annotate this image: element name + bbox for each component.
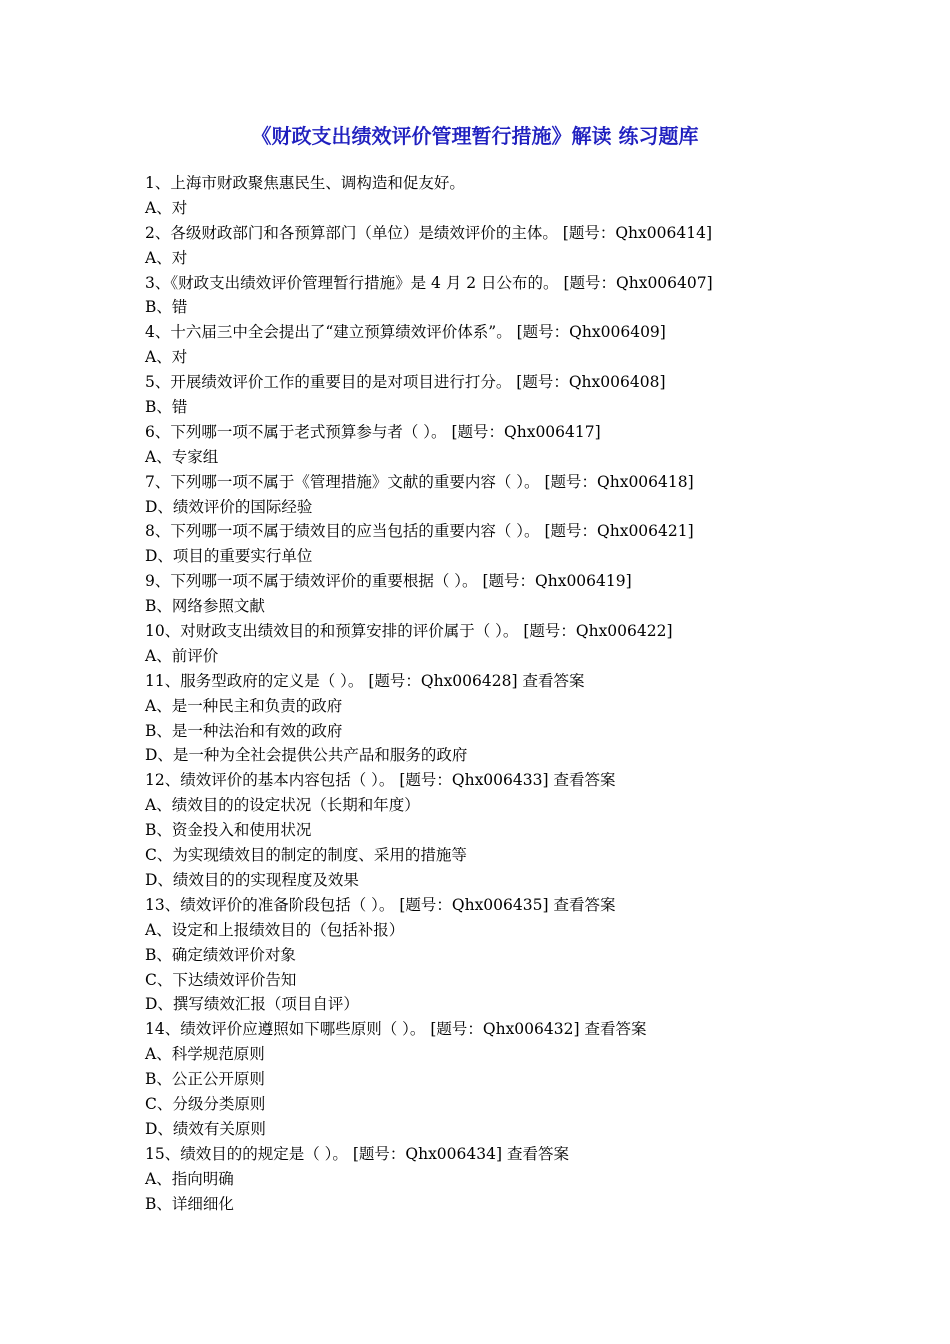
text-line: A、对: [145, 198, 188, 217]
text-line: 4、十六届三中全会提出了“建立预算绩效评价体系”。 [题号：Qhx006409]: [145, 323, 666, 342]
text-line: C、为实现绩效目的制定的制度、采用的措施等: [145, 846, 467, 865]
text-line: A、前评价: [145, 646, 219, 665]
text-line: 3、《财政支出绩效评价管理暂行措施》是 4 月 2 日公布的。 [题号：Qhx006407]: [145, 273, 713, 292]
text-line: A、是一种民主和负责的政府: [145, 696, 343, 715]
text-line: 5、开展绩效评价工作的重要目的是对项目进行打分。 [题号：Qhx006408]: [145, 373, 666, 392]
text-line: 12、绩效评价的基本内容包括（ ）。 [题号：Qhx006433] 查看答案: [145, 771, 616, 790]
text-line: A、绩效目的的设定状况（长期和年度）: [145, 796, 420, 815]
text-line: B、详细细化: [145, 1194, 234, 1213]
text-line: 8、下列哪一项不属于绩效目的应当包括的重要内容（ ）。 [题号：Qhx006421]: [145, 522, 694, 541]
text-line: A、对: [145, 348, 188, 367]
text-line: 1、上海市财政聚焦惠民生、调构造和促友好。: [145, 174, 465, 192]
text-line: D、是一种为全社会提供公共产品和服务的政府: [145, 746, 468, 765]
text-line: 13、绩效评价的准备阶段包括（ ）。 [题号：Qhx006435] 查看答案: [145, 895, 616, 914]
text-line: D、绩效评价的国际经验: [145, 497, 313, 516]
text-line: B、资金投入和使用状况: [145, 821, 312, 840]
text-line: 11、服务型政府的定义是（ ）。 [题号：Qhx006428] 查看答案: [145, 671, 585, 690]
text-line: D、撰写绩效汇报（项目自评）: [145, 995, 359, 1014]
text-line: C、分级分类原则: [145, 1094, 266, 1113]
text-line: 14、绩效评价应遵照如下哪些原则（ ）。 [题号：Qhx006432] 查看答案: [145, 1020, 647, 1039]
text-line: B、确定绩效评价对象: [145, 945, 296, 964]
text-line: B、错: [145, 298, 188, 317]
text-line: A、科学规范原则: [145, 1045, 265, 1064]
text-line: A、专家组: [145, 447, 219, 466]
text-line: 7、下列哪一项不属于《管理措施》文献的重要内容（ ）。 [题号：Qhx006418]: [145, 472, 694, 491]
text-line: 6、下列哪一项不属于老式预算参与者（ ）。 [题号：Qhx006417]: [145, 422, 601, 441]
text-line: B、错: [145, 398, 188, 417]
text-line: B、是一种法治和有效的政府: [145, 721, 343, 740]
text-line: 2、各级财政部门和各预算部门（单位）是绩效评价的主体。 [题号：Qhx006414]: [145, 223, 712, 242]
text-line: D、绩效有关原则: [145, 1119, 266, 1138]
text-line: A、指向明确: [145, 1169, 234, 1188]
document-title: 《财政支出绩效评价管理暂行措施》解读 练习题库: [251, 124, 699, 148]
text-line: B、网络参照文献: [145, 597, 265, 616]
text-line: D、项目的重要实行单位: [145, 547, 313, 566]
text-line: A、对: [145, 248, 188, 267]
text-line: 15、绩效目的的规定是（ ）。 [题号：Qhx006434] 查看答案: [145, 1144, 569, 1163]
question-list: [145, 171, 925, 1216]
text-line: B、公正公开原则: [145, 1070, 265, 1089]
text-line: D、绩效目的的实现程度及效果: [145, 870, 359, 889]
text-line: C、下达绩效评价告知: [145, 970, 297, 989]
text-line: 9、下列哪一项不属于绩效评价的重要根据（ ）。 [题号：Qhx006419]: [145, 572, 632, 591]
text-line: 10、对财政支出绩效目的和预算安排的评价属于（ ）。 [题号：Qhx006422]: [145, 622, 673, 641]
text-line: A、设定和上报绩效目的（包括补报）: [145, 920, 405, 939]
